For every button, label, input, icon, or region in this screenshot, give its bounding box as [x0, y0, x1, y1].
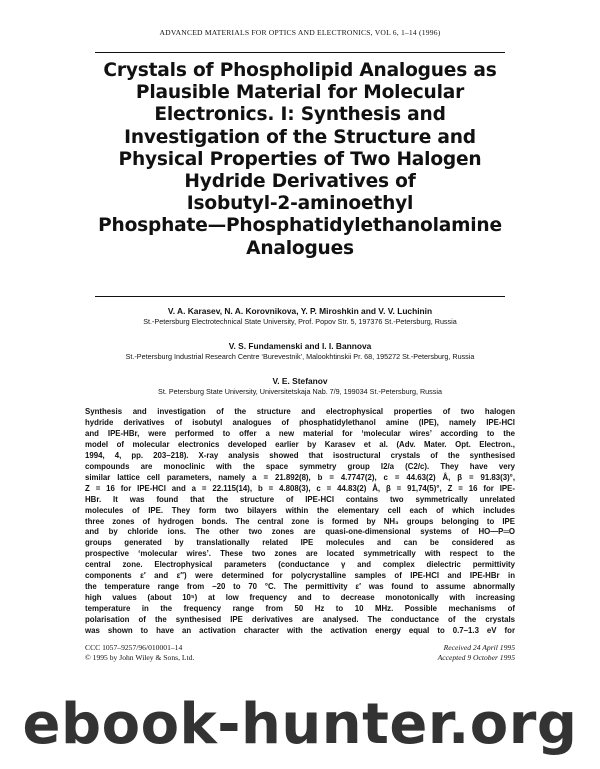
- abstract-line: model of molecular electronics developed earlier by Karasev et al. (Adv. Mater. Opt. Electron.,: [85, 439, 515, 449]
- abstract-line: prospective ‘molecular wires’. These two zones are located symmetrically with respect to the: [85, 549, 515, 559]
- abstract-line: temperature in the frequency range from 50 Hz to 10 MHz. Possible mechanisms of: [85, 604, 515, 614]
- title-line: Physical Properties of Two Halogen: [118, 148, 482, 170]
- header-divider: [95, 52, 505, 53]
- received-date: Received 24 April 1995: [443, 643, 515, 652]
- title-divider: [95, 296, 505, 297]
- abstract-line: three zones of hydrogen bonds. The central zone is formed by NH₃ groups belonging to IPE: [85, 516, 515, 526]
- author-group: [30, 306, 570, 327]
- title-line: Crystals of Phospholipid Analogues as: [103, 60, 497, 81]
- accepted-date: Accepted 9 October 1995: [437, 652, 515, 662]
- abstract-line: compounds are monoclinic with the space symmetry group I2/a (C2/c). They have very: [85, 461, 515, 471]
- abstract-line: components ε′ and ε″) were determined for polycrystalline samples of IPE-HCl and IPE-HBr in: [85, 571, 515, 581]
- title-line: Phosphate—Phosphatidylethanolamine: [98, 215, 502, 237]
- author-group: [30, 341, 570, 362]
- copyright-notice: © 1995 by John Wiley & Sons, Ltd.: [85, 652, 195, 662]
- author-affiliation: St.-Petersburg Electrotechnical State University, Prof. Popov Str. 5, 197376 St.-Petersburg, Russia: [143, 317, 457, 326]
- dates-block: [438, 643, 515, 662]
- watermark-text: ebook-hunter.org: [22, 692, 578, 757]
- abstract-line: 1994, 4, pp. 203–218). X-ray analysis showed that isostructural crystals of the synthesised: [85, 450, 515, 460]
- abstract-line: Synthesis and investigation of the structure and electrophysical properties of two halogen: [85, 407, 515, 416]
- title-line: Analogues: [246, 237, 354, 259]
- title-line: Investigation of the Structure and: [124, 126, 476, 148]
- author-names: V. A. Karasev, N. A. Korovnikova, Y. P. Miroshkin and V. V. Luchinin: [167, 306, 433, 316]
- title-line: Isobutyl-2-aminoethyl: [186, 193, 414, 215]
- author-names: V. E. Stefanov: [272, 376, 328, 386]
- abstract-line: and IPE-HBr, were performed to offer a new material for ‘molecular wires’ according to the: [85, 428, 515, 438]
- abstract-line: similar lattice cell parameters, namely a = 21.892(8), b = 4.7747(2), c = 44.63(2) Å, β = 91.83(3)°,: [85, 472, 515, 482]
- abstract-line: HBr. It was found that the structure of IPE-HCl contains two symmetrically unrelated: [85, 494, 515, 504]
- abstract: [85, 407, 515, 637]
- abstract-line: central zone. Electrophysical parameters (conductance γ and complex dielectric permittivity: [85, 560, 515, 570]
- journal-header: ADVANCED MATERIALS FOR OPTICS AND ELECTRONICS, VOL 6, 1–14 (1996): [159, 28, 441, 37]
- author-affiliation: St. Petersburg State University, Universitetskaja Nab. 7/9, 199034 St.-Petersburg, Russia: [158, 387, 442, 396]
- abstract-line: and by chloride ions. The other two zones are quasi-one-dimensional systems of HO—P═O: [85, 527, 515, 537]
- title-line: Hydride Derivatives of: [184, 171, 416, 193]
- author-group: [30, 376, 570, 397]
- author-affiliation: St.-Petersburg Industrial Research Centre ‘Burevestnik’, Malookhtinskii Pr. 68, 195272 St.-Petersburg, Russia: [125, 352, 475, 361]
- author-names: V. S. Fundamenski and I. I. Bannova: [228, 341, 372, 351]
- abstract-line: high values (about 10⁵) at low frequency and to decrease monotonically with increasing: [85, 593, 515, 603]
- title-line: Plausible Material for Molecular: [135, 82, 465, 104]
- ccc-code: CCC 1057–9257/96/010001–14: [85, 643, 183, 652]
- copyright-block: [85, 643, 194, 662]
- abstract-line: polarisation of the synthesised IPE derivatives are analysed. The conductance of the crystals: [85, 615, 515, 625]
- abstract-line: groups generated by translationally related IPE molecules and can be considered as: [85, 538, 515, 548]
- abstract-line: the temperature range from −20 to 70 °C. The permittivity ε′ was found to assume abnormally: [85, 582, 515, 592]
- abstract-line: was shown to have an activation character with the activation energy equal to 0.7–1.3 eV for: [85, 626, 515, 636]
- title-line: Electronics. I: Synthesis and: [154, 104, 446, 126]
- article-title: [60, 60, 540, 260]
- abstract-line: hydride derivatives of isobutyl analogues of phosphatidylethanol amine (IPE), namely IPE-HCl: [85, 417, 515, 427]
- abstract-line: Z = 16 for IPE-HCl and a = 22.115(14), b = 4.808(3), c = 44.83(2) Å, β = 91,74(5)°, Z = 16 for IPE-: [85, 483, 515, 493]
- abstract-line: molecules of IPE. They form two bilayers within the elementary cell each of which includes: [85, 505, 515, 515]
